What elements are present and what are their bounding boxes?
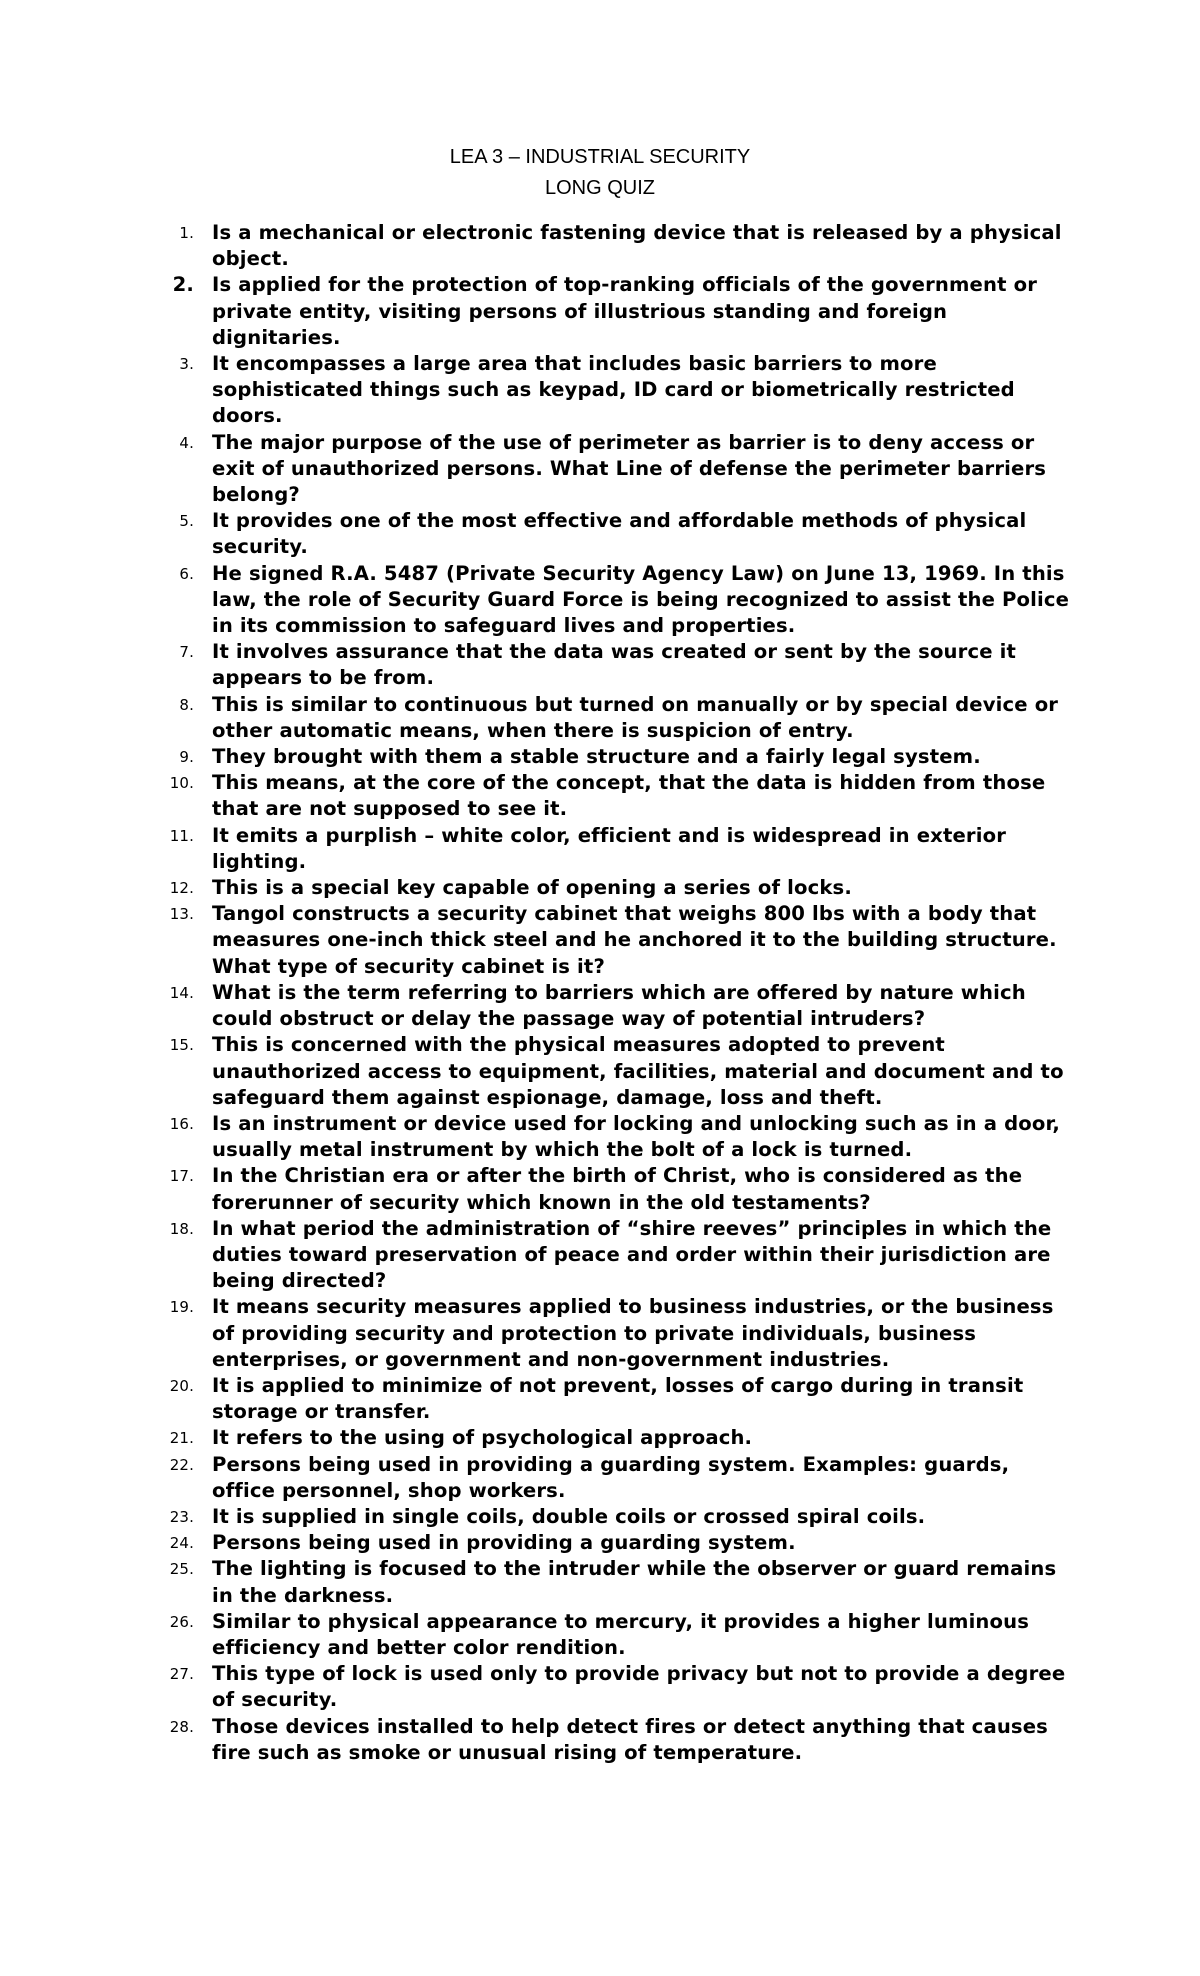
question-number: 2.: [172, 273, 194, 297]
question-number: 9.: [179, 748, 194, 767]
question-item: [150, 1504, 1070, 1530]
question-number: 5.: [179, 512, 194, 531]
question-list: [150, 220, 1070, 1766]
question-item: [150, 823, 1070, 875]
question-item: [150, 430, 1070, 509]
question-text: The major purpose of the use of perimeter as barrier is to deny access or exit of unauthorized persons. What Line of defense the perimeter barriers belong?: [212, 430, 1047, 507]
question-number: 23.: [169, 1507, 194, 1526]
question-number: 7.: [179, 643, 194, 662]
question-item: [150, 980, 1070, 1032]
question-text: They brought with them a stable structure and a fairly legal system.: [212, 745, 981, 769]
question-number: 26.: [169, 1612, 194, 1631]
question-number: 12.: [169, 879, 194, 898]
question-number: 22.: [169, 1455, 194, 1474]
question-item: [150, 770, 1070, 822]
question-number: 21.: [169, 1429, 194, 1448]
question-number: 4.: [179, 433, 194, 452]
question-number: 20.: [169, 1376, 194, 1395]
question-item: [150, 744, 1070, 770]
question-number: 6.: [179, 564, 194, 583]
question-text: It emits a purplish – white color, efficient and is widespread in exterior lighting.: [212, 823, 1007, 873]
question-number: 1.: [179, 224, 194, 242]
question-text: Is an instrument or device used for locking and unlocking such as in a door, usually metal instrument by which the bolt of a lock is turned.: [212, 1111, 1060, 1162]
question-text: He signed R.A. 5487 (Private Security Agency Law) on June 13, 1969. In this law, the role of Security Guard Force is being recognized to assist the Police in its commission to safeguard lives and properties.: [212, 561, 1070, 638]
question-item: [150, 1373, 1070, 1425]
question-item: [150, 508, 1070, 560]
question-item: [150, 351, 1070, 430]
question-text: This means, at the core of the concept, that the data is hidden from those that are not supposed to see it.: [212, 771, 1046, 821]
question-text: This is a special key capable of opening a series of locks.: [212, 876, 852, 900]
question-number: 18.: [169, 1219, 194, 1238]
question-text: Persons being used in providing a guarding system. Examples: guards, office personnel, shop workers.: [212, 1452, 1010, 1502]
question-item: [150, 639, 1070, 691]
question-number: 15.: [169, 1036, 194, 1055]
question-text: Similar to physical appearance to mercury, it provides a higher luminous efficiency and better color rendition.: [212, 1609, 1030, 1659]
question-text: It is supplied in single coils, double coils or crossed spiral coils.: [212, 1504, 926, 1528]
question-item: [150, 220, 1070, 272]
question-number: 10.: [169, 774, 194, 793]
question-item: [150, 875, 1070, 901]
question-item: [150, 561, 1070, 640]
question-number: 28.: [169, 1717, 194, 1736]
question-number: 11.: [169, 826, 194, 845]
document-subtitle: LONG QUIZ: [544, 177, 655, 199]
question-text: It means security measures applied to business industries, or the business of providing security and protection to private individuals, business enterprises, or government and non-government industries.: [212, 1295, 1054, 1371]
question-text: It refers to the using of psychological approach.: [212, 1426, 753, 1450]
question-text: Is applied for the protection of top-ranking officials of the government or private entity, visiting persons of illustrious standing and foreign dignitaries.: [212, 273, 1038, 349]
question-item: [150, 1661, 1070, 1713]
question-text: This is similar to continuous but turned on manually or by special device or other automatic means, when there is suspicion of entry.: [212, 692, 1059, 742]
question-text: The lighting is focused to the intruder while the observer or guard remains in the darkness.: [212, 1557, 1057, 1607]
question-number: 3.: [179, 355, 194, 374]
question-item: [150, 1452, 1070, 1504]
question-number: 24.: [169, 1534, 194, 1553]
question-text: It encompasses a large area that includes basic barriers to more sophisticated things such as keypad, ID card or biometrically restricted doors.: [212, 352, 1015, 428]
question-text: Is a mechanical or electronic fastening device that is released by a physical object.: [212, 221, 1062, 271]
question-text: Persons being used in providing a guarding system.: [212, 1531, 796, 1555]
question-item: [150, 1556, 1070, 1608]
question-text: This is concerned with the physical measures adopted to prevent unauthorized access to equipment, facilities, material and document and to safeguard them against espionage, damage, loss and theft.: [212, 1033, 1064, 1109]
question-text: This type of lock is used only to provide privacy but not to provide a degree of security.: [212, 1662, 1066, 1712]
question-item: [150, 1111, 1070, 1163]
question-number: 17.: [169, 1167, 194, 1186]
title-block: [0, 142, 1200, 204]
question-text: In what period the administration of “shire reeves” principles in which the duties toward preservation of peace and order within their jurisdiction are being directed?: [212, 1216, 1052, 1293]
question-item: [150, 1425, 1070, 1451]
question-text: What is the term referring to barriers which are offered by nature which could obstruct or delay the passage way of potential intruders?: [212, 980, 1026, 1031]
question-item: [150, 1216, 1070, 1295]
question-item: [150, 272, 1070, 351]
question-item: [150, 1032, 1070, 1111]
question-number: 13.: [169, 905, 194, 924]
question-text: It is applied to minimize of not prevent, losses of cargo during in transit storage or transfer.: [212, 1373, 1024, 1424]
question-item: [150, 901, 1070, 980]
document-title: LEA 3 – INDUSTRIAL SECURITY: [449, 146, 751, 168]
question-item: [150, 1609, 1070, 1661]
question-number: 8.: [179, 695, 194, 714]
question-item: [150, 1163, 1070, 1215]
question-text: Tangol constructs a security cabinet that weighs 800 lbs with a body that measures one-inch thick steel and he anchored it to the building structure. What type of security cabinet is it?: [212, 902, 1057, 978]
question-text: It provides one of the most effective and affordable methods of physical security.: [212, 509, 1027, 559]
question-item: [150, 1294, 1070, 1373]
question-number: 27.: [169, 1665, 194, 1684]
question-number: 19.: [169, 1298, 194, 1317]
question-item: [150, 692, 1070, 744]
question-item: [150, 1714, 1070, 1766]
question-text: It involves assurance that the data was created or sent by the source it appears to be from.: [212, 640, 1017, 690]
question-number: 16.: [169, 1114, 194, 1133]
question-number: 25.: [169, 1560, 194, 1579]
question-text: In the Christian era or after the birth of Christ, who is considered as the forerunner of security which known in the old testaments?: [212, 1164, 1023, 1214]
question-text: Those devices installed to help detect fires or detect anything that causes fire such as smoke or unusual rising of temperature.: [212, 1714, 1048, 1764]
question-item: [150, 1530, 1070, 1556]
question-number: 14.: [169, 983, 194, 1002]
